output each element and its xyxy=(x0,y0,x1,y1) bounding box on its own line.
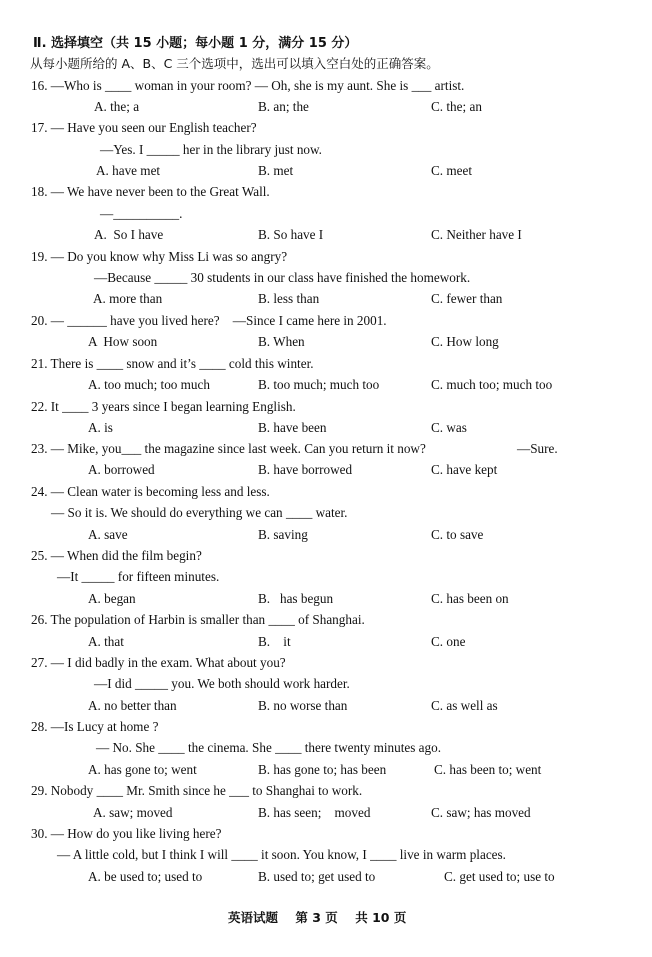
q29-option-a: A. saw; moved xyxy=(93,805,173,820)
q25-option-b: B. has begun xyxy=(258,591,334,606)
q23-option-a: A. borrowed xyxy=(88,462,155,477)
question-25-stem: 25. — When did the film begin? xyxy=(31,548,202,563)
question-18-reply: —__________. xyxy=(100,206,183,221)
q28-option-a: A. has gone to; went xyxy=(88,762,197,777)
page-footer: 英语试题 第 3 页 共 10 页 xyxy=(228,910,407,925)
q26-option-a: A. that xyxy=(88,634,124,649)
q27-option-a: A. no better than xyxy=(88,698,177,713)
q17-option-a: A. have met xyxy=(96,163,161,178)
q18-option-b: B. So have I xyxy=(258,227,324,242)
q20-option-b: B. When xyxy=(258,334,305,349)
section-instruction: 从每小题所给的 A、B、C 三个选项中，选出可以填入空白处的正确答案。 xyxy=(30,56,439,71)
q25-option-a: A. began xyxy=(88,591,136,606)
question-29-stem: 29. Nobody ____ Mr. Smith since he ___ to Shanghai to work. xyxy=(31,783,363,798)
question-17-stem: 17. — Have you seen our English teacher? xyxy=(31,120,257,135)
question-18-stem: 18. — We have never been to the Great Wall. xyxy=(31,184,270,199)
question-16-stem: 16. —Who is ____ woman in your room? — Oh, she is my aunt. She is ___ artist. xyxy=(31,78,465,93)
question-27-stem: 27. — I did badly in the exam. What about you? xyxy=(31,655,286,670)
q23-option-b: B. have borrowed xyxy=(258,462,353,477)
q30-option-c: C. get used to; use to xyxy=(444,869,555,884)
q16-option-c: C. the; an xyxy=(431,99,482,114)
question-30-stem: 30. — How do you like living here? xyxy=(31,826,222,841)
q18-option-a: A. So I have xyxy=(94,227,164,242)
q23-option-c: C. have kept xyxy=(431,462,498,477)
question-28-reply: — No. She ____ the cinema. She ____ there twenty minutes ago. xyxy=(96,740,442,755)
q21-option-a: A. too much; too much xyxy=(88,377,210,392)
q26-option-b: B. it xyxy=(258,634,291,649)
q21-option-b: B. too much; much too xyxy=(258,377,380,392)
q27-option-b: B. no worse than xyxy=(258,698,348,713)
q20-option-c: C. How long xyxy=(431,334,499,349)
question-25-reply: —It _____ for fifteen minutes. xyxy=(57,569,220,584)
question-30-reply: — A little cold, but I think I will ____ it soon. You know, I ____ live in warm places. xyxy=(57,847,506,862)
q22-option-c: C. was xyxy=(431,420,467,435)
question-28-stem: 28. —Is Lucy at home ? xyxy=(31,719,159,734)
q30-option-a: A. be used to; used to xyxy=(88,869,203,884)
q25-option-c: C. has been on xyxy=(431,591,509,606)
q17-option-b: B. met xyxy=(258,163,294,178)
question-26-stem: 26. The population of Harbin is smaller than ____ of Shanghai. xyxy=(31,612,365,627)
q22-option-b: B. have been xyxy=(258,420,327,435)
q24-option-a: A. save xyxy=(88,527,128,542)
question-23-reply: —Sure. xyxy=(517,441,558,456)
q30-option-b: B. used to; get used to xyxy=(258,869,376,884)
section-heading: Ⅱ. 选择填空（共 15 小题；每小题 1 分，满分 15 分） xyxy=(33,36,358,51)
question-27-reply: —I did _____ you. We both should work harder. xyxy=(94,676,350,691)
q22-option-a: A. is xyxy=(88,420,113,435)
question-21-stem: 21. There is ____ snow and it’s ____ cold this winter. xyxy=(31,356,314,371)
question-19-stem: 19. — Do you know why Miss Li was so angry? xyxy=(31,249,288,264)
question-24-stem: 24. — Clean water is becoming less and less. xyxy=(31,484,270,499)
q21-option-c: C. much too; much too xyxy=(431,377,553,392)
q18-option-c: C. Neither have I xyxy=(431,227,522,242)
question-22-stem: 22. It ____ 3 years since I began learning English. xyxy=(31,399,296,414)
q29-option-b: B. has seen; moved xyxy=(258,805,371,820)
q17-option-c: C. meet xyxy=(431,163,473,178)
q29-option-c: C. saw; has moved xyxy=(431,805,531,820)
q19-option-a: A. more than xyxy=(93,291,163,306)
q20-option-a: A How soon xyxy=(88,334,158,349)
q19-option-c: C. fewer than xyxy=(431,291,503,306)
q19-option-b: B. less than xyxy=(258,291,320,306)
q27-option-c: C. as well as xyxy=(431,698,498,713)
q16-option-a: A. the; a xyxy=(94,99,140,114)
question-17-reply: —Yes. I _____ her in the library just now. xyxy=(100,142,322,157)
q16-option-b: B. an; the xyxy=(258,99,309,114)
question-23-stem: 23. — Mike, you___ the magazine since last week. Can you return it now? xyxy=(31,441,426,456)
question-20-stem: 20. — ______ have you lived here? —Since I came here in 2001. xyxy=(31,313,387,328)
q24-option-b: B. saving xyxy=(258,527,308,542)
q28-option-c: C. has been to; went xyxy=(434,762,542,777)
q24-option-c: C. to save xyxy=(431,527,484,542)
q28-option-b: B. has gone to; has been xyxy=(258,762,387,777)
question-19-reply: —Because _____ 30 students in our class have finished the homework. xyxy=(94,270,471,285)
question-24-reply: — So it is. We should do everything we can ____ water. xyxy=(51,505,348,520)
q26-option-c: C. one xyxy=(431,634,466,649)
